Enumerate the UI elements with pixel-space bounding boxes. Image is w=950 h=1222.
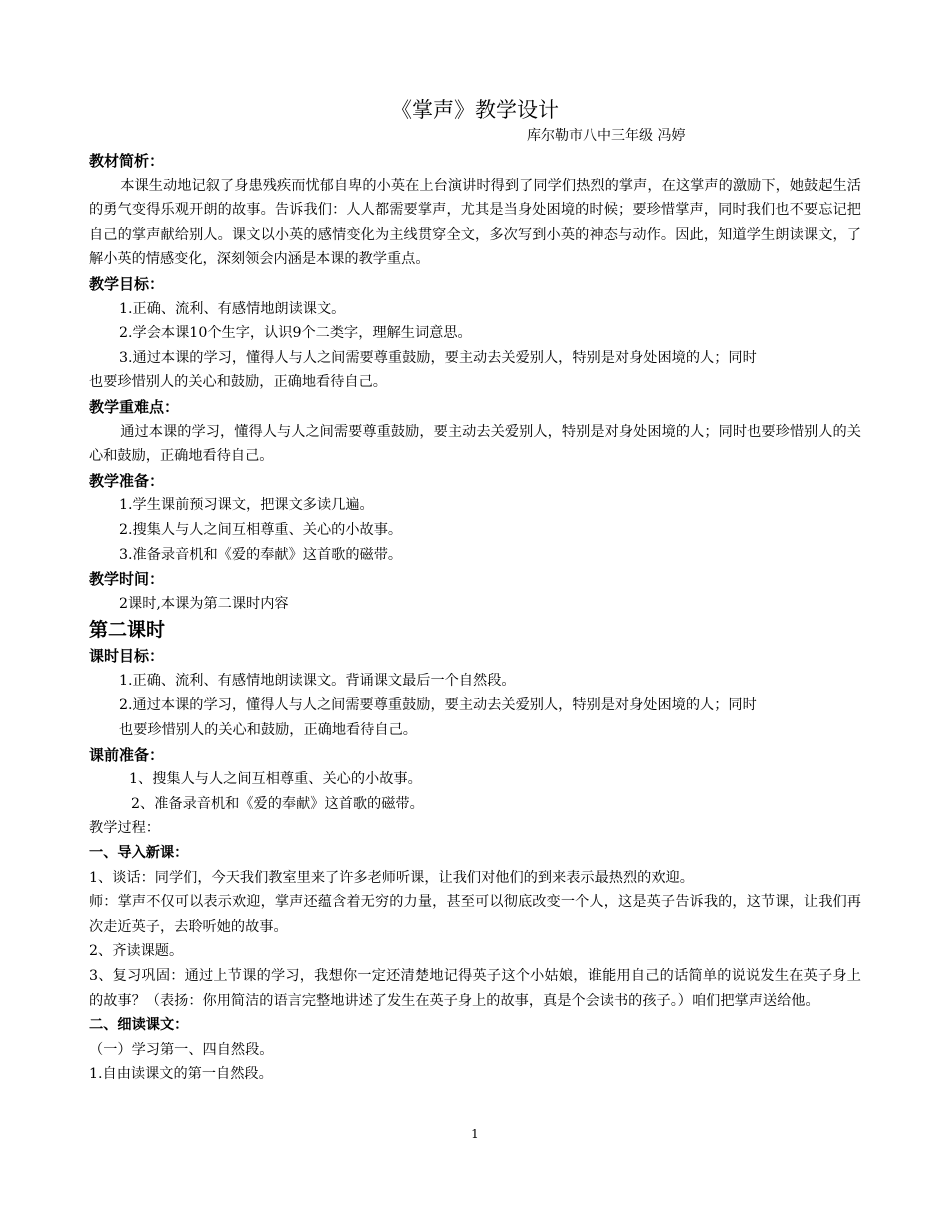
heading-time: 教学时间： bbox=[89, 570, 165, 589]
document-title: 《掌声》教学设计 bbox=[391, 98, 559, 122]
goal-item-3-continued: 也要珍惜别人的关心和鼓励，正确地看待自己。 bbox=[89, 374, 387, 391]
lesson-goal-2: 2.通过本课的学习，懂得人与人之间需要尊重鼓励，要主动去关爱别人，特别是对身处困境的人；同时 bbox=[119, 697, 757, 714]
heading-key-points: 教学重难点： bbox=[89, 397, 180, 416]
lesson-goal-1: 1.正确、流利、有感情地朗读课文。背诵课文最后一个自然段。 bbox=[119, 672, 516, 689]
prep-item-3: 3.准备录音机和《爱的奉献》这首歌的磁带。 bbox=[119, 546, 403, 563]
heading-lesson-prep: 课前准备： bbox=[89, 745, 165, 764]
heading-goals: 教学目标： bbox=[89, 274, 165, 293]
document-body bbox=[89, 149, 861, 1087]
goal-item-2: 2.学会本课10个生字，认识9个二类字，理解生词意思。 bbox=[119, 325, 472, 342]
heading-lesson-goals: 课时目标： bbox=[89, 647, 165, 666]
heading-analysis: 教材简析： bbox=[89, 152, 165, 170]
intro-line-1: 1、谈话：同学们，今天我们教室里来了许多老师听课，让我们对他们的到来表示最热烈的欢迎。 bbox=[89, 869, 694, 886]
lesson-prep-1: 1、搜集人与人之间互相尊重、关心的小故事。 bbox=[129, 771, 422, 788]
intro-line-2: 师：掌声不仅可以表示欢迎，掌声还蕴含着无穷的力量，甚至可以彻底改变一个人，这是英子告诉我的，这节课，让我们再次走近英子，去聆听她的故事。 bbox=[89, 894, 861, 935]
goal-item-3: 3.通过本课的学习，懂得人与人之间需要尊重鼓励，要主动去关爱别人，特别是对身处困境的人；同时 bbox=[119, 349, 757, 366]
paragraph-key-points: 通过本课的学习，懂得人与人之间需要尊重鼓励，要主动去关爱别人，特别是对身处困境的人；同时也要珍惜别人的关心和鼓励，正确地看待自己。 bbox=[89, 423, 861, 465]
lesson2-title: 第二课时 bbox=[89, 619, 166, 642]
document-author: 库尔勒市八中三年级 冯婷 bbox=[527, 128, 686, 144]
lesson-goal-2-continued: 也要珍惜别人的关心和鼓励，正确地看待自己。 bbox=[119, 722, 417, 739]
page-number: 1 bbox=[471, 1127, 479, 1141]
goal-item-1: 1.正确、流利、有感情地朗读课文。 bbox=[119, 300, 346, 317]
heading-intro: 一、导入新课： bbox=[89, 845, 189, 862]
prep-item-1: 1.学生课前预习课文，把课文多读几遍。 bbox=[119, 497, 374, 514]
heading-reading: 二、细读课文： bbox=[89, 1017, 189, 1034]
heading-preparation: 教学准备： bbox=[89, 471, 165, 490]
prep-item-2: 2.搜集人与人之间互相尊重、关心的小故事。 bbox=[119, 521, 403, 538]
reading-line-1: （一）学习第一、四自然段。 bbox=[89, 1041, 274, 1058]
lesson-prep-2: 2、准备录音机和《爱的奉献》这首歌的磁带。 bbox=[131, 795, 424, 812]
process-label: 教学过程： bbox=[89, 820, 160, 837]
intro-line-3: 2、齐读课题。 bbox=[89, 943, 184, 960]
reading-line-2: 1.自由读课文的第一自然段。 bbox=[89, 1066, 273, 1083]
intro-line-4: 3、复习巩固：通过上节课的学习，我想你一定还清楚地记得英子这个小姑娘，谁能用自己的话简单的说说发生在英子身上的故事？（表扬：你用简洁的语言完整地讲述了发生在英子身上的故事，真是个会读书的孩子。）咱们把掌声送给他。 bbox=[89, 968, 861, 1009]
paragraph-analysis: 本课生动地记叙了身患残疾而忧郁自卑的小英在上台演讲时得到了同学们热烈的掌声，在这掌声的激励下，她鼓起生活的勇气变得乐观开朗的故事。告诉我们：人人都需要掌声，尤其是当身处困境的时候；要珍惜掌声，同时我们也不要忘记把自己的掌声献给别人。课文以小英的感情变化为主线贯穿全文，多次写到小英的神态与动作。因此，知道学生朗读课文，了解小英的情感变化，深刻领会内涵是本课的教学重点。 bbox=[89, 177, 861, 268]
paragraph-time: 2课时,本课为第二课时内容 bbox=[119, 595, 289, 612]
